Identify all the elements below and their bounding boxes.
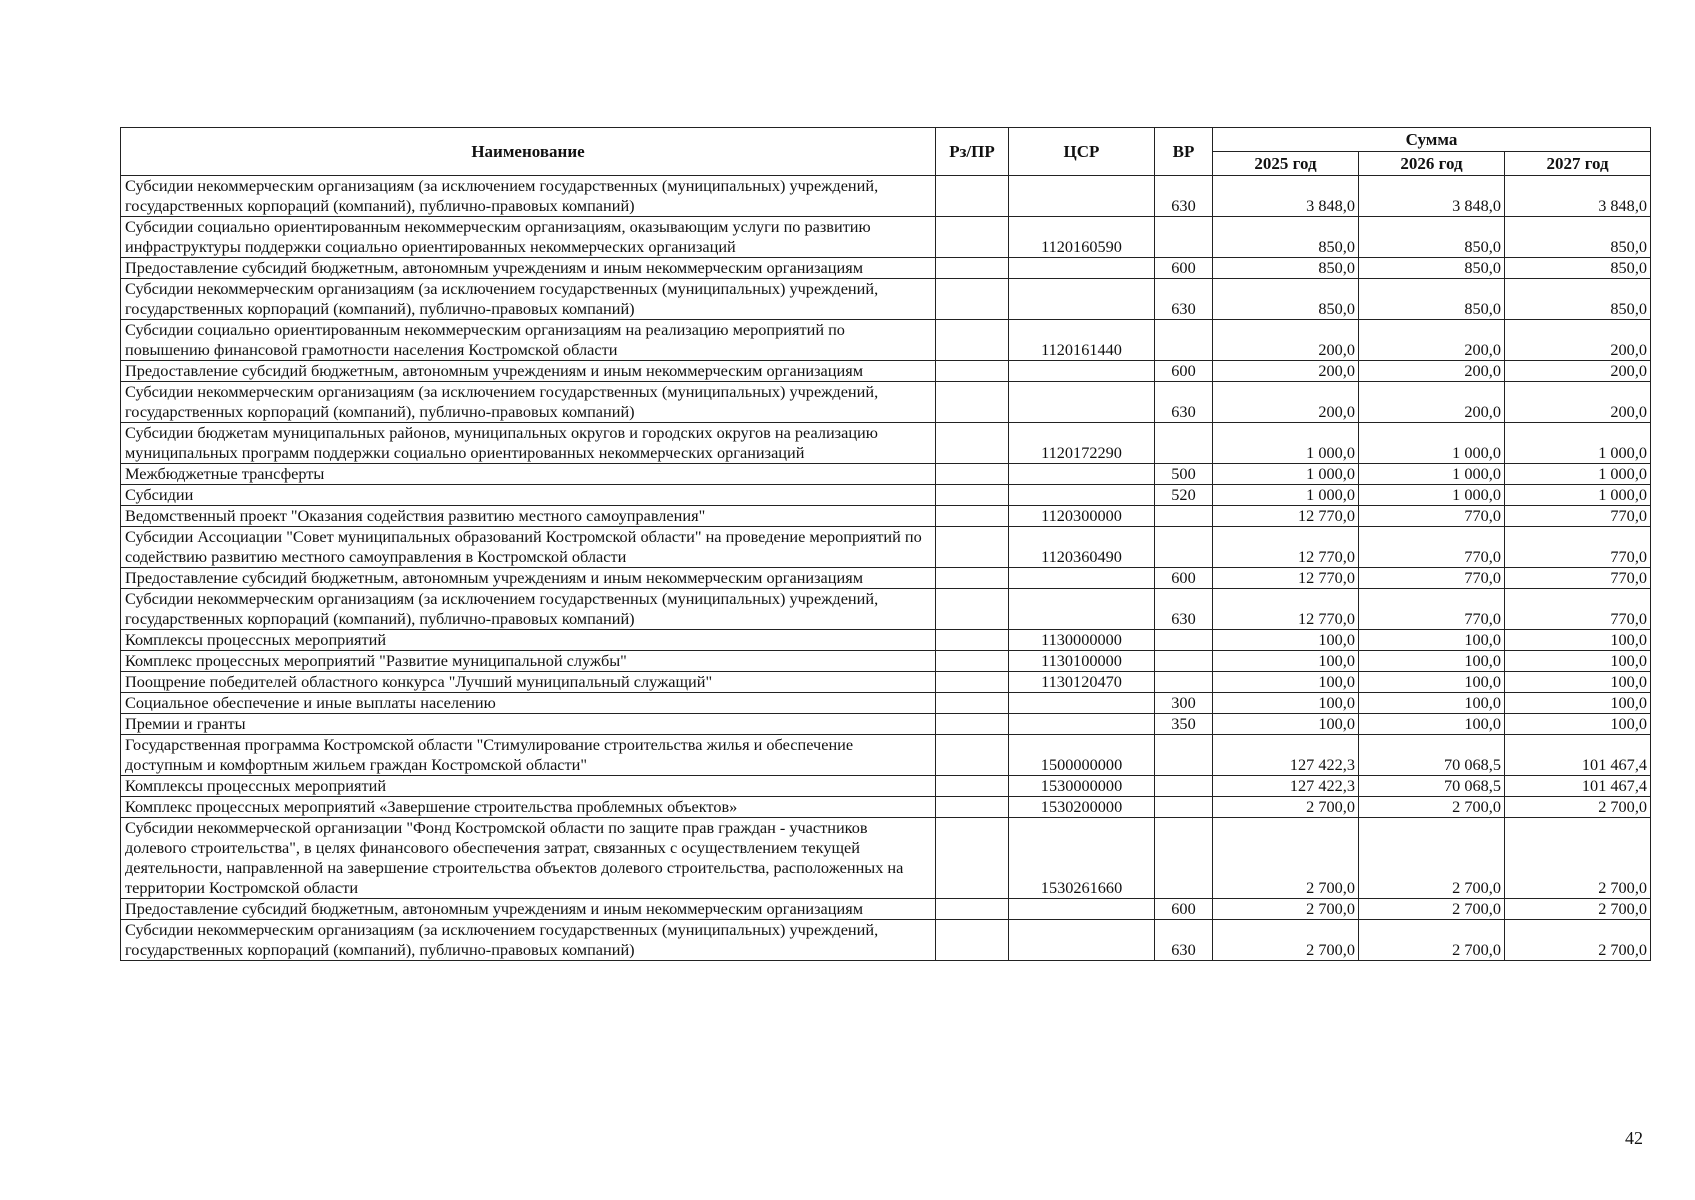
table-row — [121, 797, 1651, 818]
cell-2026: 200,0 — [1359, 382, 1505, 423]
cell-2027: 2 700,0 — [1505, 797, 1651, 818]
cell-name: Межбюджетные трансферты — [121, 464, 936, 485]
cell-name: Субсидии некоммерческим организациям (за исключением государственных (муниципальных) учреждений, государственных корпораций (компаний), публично-правовых компаний) — [121, 176, 936, 217]
cell-2026: 1 000,0 — [1359, 464, 1505, 485]
cell-name: Государственная программа Костромской области "Стимулирование строительства жилья и обеспечение доступным и комфортным жильем граждан Костромской области" — [121, 735, 936, 776]
cell-2025: 200,0 — [1213, 361, 1359, 382]
cell-name: Субсидии бюджетам муниципальных районов, муниципальных округов и городских округов на реализацию муниципальных программ поддержки социально ориентированных некоммерческих организаций — [121, 423, 936, 464]
cell-2027: 100,0 — [1505, 714, 1651, 735]
cell-2025: 127 422,3 — [1213, 776, 1359, 797]
cell-vr: 630 — [1155, 382, 1213, 423]
cell-vr — [1155, 651, 1213, 672]
cell-2026: 850,0 — [1359, 279, 1505, 320]
cell-csr: 1120161440 — [1009, 320, 1155, 361]
table-row — [121, 217, 1651, 258]
cell-name: Ведомственный проект "Оказания содействия развитию местного самоуправления" — [121, 506, 936, 527]
cell-2027: 3 848,0 — [1505, 176, 1651, 217]
cell-csr — [1009, 258, 1155, 279]
cell-rzpr — [936, 735, 1009, 776]
cell-2027: 200,0 — [1505, 320, 1651, 361]
cell-name: Предоставление субсидий бюджетным, автономным учреждениям и иным некоммерческим организациям — [121, 899, 936, 920]
cell-2026: 2 700,0 — [1359, 818, 1505, 899]
table-row — [121, 899, 1651, 920]
cell-vr — [1155, 320, 1213, 361]
cell-vr — [1155, 423, 1213, 464]
cell-2025: 2 700,0 — [1213, 899, 1359, 920]
cell-2027: 1 000,0 — [1505, 485, 1651, 506]
cell-name: Комплексы процессных мероприятий — [121, 630, 936, 651]
cell-2027: 770,0 — [1505, 506, 1651, 527]
cell-csr: 1120360490 — [1009, 527, 1155, 568]
cell-2027: 200,0 — [1505, 361, 1651, 382]
cell-name: Комплексы процессных мероприятий — [121, 776, 936, 797]
table-body — [121, 176, 1651, 961]
table-row — [121, 464, 1651, 485]
cell-csr: 1530200000 — [1009, 797, 1155, 818]
cell-2026: 70 068,5 — [1359, 776, 1505, 797]
cell-csr: 1130100000 — [1009, 651, 1155, 672]
cell-rzpr — [936, 423, 1009, 464]
cell-vr: 350 — [1155, 714, 1213, 735]
cell-name: Поощрение победителей областного конкурса "Лучший муниципальный служащий" — [121, 672, 936, 693]
cell-2025: 100,0 — [1213, 651, 1359, 672]
cell-csr — [1009, 589, 1155, 630]
cell-2025: 2 700,0 — [1213, 818, 1359, 899]
cell-name: Комплекс процессных мероприятий «Завершение строительства проблемных объектов» — [121, 797, 936, 818]
cell-csr — [1009, 279, 1155, 320]
cell-name: Социальное обеспечение и иные выплаты населению — [121, 693, 936, 714]
cell-vr: 600 — [1155, 258, 1213, 279]
cell-vr — [1155, 776, 1213, 797]
cell-2025: 12 770,0 — [1213, 589, 1359, 630]
cell-2026: 770,0 — [1359, 568, 1505, 589]
cell-2026: 100,0 — [1359, 630, 1505, 651]
header-2025: 2025 год — [1213, 152, 1359, 176]
cell-2026: 770,0 — [1359, 527, 1505, 568]
cell-rzpr — [936, 506, 1009, 527]
cell-2026: 200,0 — [1359, 320, 1505, 361]
cell-csr — [1009, 382, 1155, 423]
cell-vr — [1155, 672, 1213, 693]
cell-2025: 3 848,0 — [1213, 176, 1359, 217]
cell-2027: 100,0 — [1505, 630, 1651, 651]
cell-rzpr — [936, 568, 1009, 589]
cell-name: Субсидии — [121, 485, 936, 506]
cell-csr — [1009, 464, 1155, 485]
cell-name: Субсидии социально ориентированным некоммерческим организациям, оказывающим услуги по развитию инфраструктуры поддержки социально ориентированных некоммерческих организаций — [121, 217, 936, 258]
table-row — [121, 423, 1651, 464]
cell-vr: 630 — [1155, 589, 1213, 630]
cell-rzpr — [936, 464, 1009, 485]
cell-2026: 2 700,0 — [1359, 920, 1505, 961]
cell-2026: 100,0 — [1359, 672, 1505, 693]
table-row — [121, 589, 1651, 630]
table-row — [121, 672, 1651, 693]
cell-rzpr — [936, 651, 1009, 672]
cell-2025: 850,0 — [1213, 258, 1359, 279]
header-name: Наименование — [121, 128, 936, 176]
cell-name: Предоставление субсидий бюджетным, автономным учреждениям и иным некоммерческим организациям — [121, 361, 936, 382]
cell-name: Субсидии некоммерческим организациям (за исключением государственных (муниципальных) учреждений, государственных корпораций (компаний), публично-правовых компаний) — [121, 382, 936, 423]
cell-2026: 70 068,5 — [1359, 735, 1505, 776]
cell-2027: 100,0 — [1505, 672, 1651, 693]
cell-2026: 770,0 — [1359, 589, 1505, 630]
table-row — [121, 361, 1651, 382]
table-row — [121, 320, 1651, 361]
cell-rzpr — [936, 527, 1009, 568]
cell-rzpr — [936, 485, 1009, 506]
table-row — [121, 651, 1651, 672]
cell-csr: 1530261660 — [1009, 818, 1155, 899]
cell-vr: 630 — [1155, 279, 1213, 320]
cell-vr: 600 — [1155, 568, 1213, 589]
cell-csr — [1009, 485, 1155, 506]
cell-csr — [1009, 693, 1155, 714]
cell-rzpr — [936, 714, 1009, 735]
cell-csr: 1120172290 — [1009, 423, 1155, 464]
cell-rzpr — [936, 279, 1009, 320]
cell-name: Субсидии некоммерческой организации "Фонд Костромской области по защите прав граждан - участников долевого строительства", в целях финансового обеспечения затрат, связанных с осуществлением текущей деятельности, направленной на завершение строительства объектов долевого строительства, расположенных на территории Костромской области — [121, 818, 936, 899]
cell-csr — [1009, 920, 1155, 961]
budget-table — [120, 127, 1651, 961]
cell-vr: 520 — [1155, 485, 1213, 506]
header-sum: Сумма — [1213, 128, 1651, 152]
table-row — [121, 176, 1651, 217]
cell-vr — [1155, 735, 1213, 776]
table-row — [121, 527, 1651, 568]
cell-csr: 1120300000 — [1009, 506, 1155, 527]
cell-rzpr — [936, 818, 1009, 899]
cell-csr: 1120160590 — [1009, 217, 1155, 258]
header-2027: 2027 год — [1505, 152, 1651, 176]
header-2026: 2026 год — [1359, 152, 1505, 176]
cell-rzpr — [936, 672, 1009, 693]
cell-2027: 850,0 — [1505, 217, 1651, 258]
cell-csr — [1009, 568, 1155, 589]
cell-2027: 200,0 — [1505, 382, 1651, 423]
cell-2025: 2 700,0 — [1213, 797, 1359, 818]
cell-2027: 1 000,0 — [1505, 464, 1651, 485]
table-row — [121, 693, 1651, 714]
cell-2025: 100,0 — [1213, 693, 1359, 714]
cell-rzpr — [936, 589, 1009, 630]
table-row — [121, 568, 1651, 589]
table-header — [121, 128, 1651, 176]
cell-csr: 1530000000 — [1009, 776, 1155, 797]
cell-2025: 850,0 — [1213, 217, 1359, 258]
cell-rzpr — [936, 361, 1009, 382]
cell-2027: 101 467,4 — [1505, 735, 1651, 776]
cell-2026: 100,0 — [1359, 651, 1505, 672]
cell-2025: 100,0 — [1213, 630, 1359, 651]
cell-csr — [1009, 176, 1155, 217]
cell-rzpr — [936, 920, 1009, 961]
cell-name: Субсидии некоммерческим организациям (за исключением государственных (муниципальных) учреждений, государственных корпораций (компаний), публично-правовых компаний) — [121, 920, 936, 961]
cell-2026: 1 000,0 — [1359, 485, 1505, 506]
cell-2025: 12 770,0 — [1213, 506, 1359, 527]
cell-2025: 1 000,0 — [1213, 485, 1359, 506]
cell-name: Предоставление субсидий бюджетным, автономным учреждениям и иным некоммерческим организациям — [121, 568, 936, 589]
cell-2027: 850,0 — [1505, 258, 1651, 279]
cell-2027: 770,0 — [1505, 589, 1651, 630]
cell-vr — [1155, 506, 1213, 527]
cell-name: Предоставление субсидий бюджетным, автономным учреждениям и иным некоммерческим организациям — [121, 258, 936, 279]
cell-csr — [1009, 899, 1155, 920]
cell-name: Субсидии некоммерческим организациям (за исключением государственных (муниципальных) учреждений, государственных корпораций (компаний), публично-правовых компаний) — [121, 279, 936, 320]
cell-2025: 127 422,3 — [1213, 735, 1359, 776]
cell-vr: 630 — [1155, 176, 1213, 217]
cell-name: Комплекс процессных мероприятий "Развитие муниципальной службы" — [121, 651, 936, 672]
cell-rzpr — [936, 382, 1009, 423]
cell-vr: 600 — [1155, 899, 1213, 920]
table-row — [121, 920, 1651, 961]
cell-2026: 2 700,0 — [1359, 899, 1505, 920]
cell-name: Субсидии Ассоциации "Совет муниципальных образований Костромской области" на проведение мероприятий по содействию развитию местного самоуправления в Костромской области — [121, 527, 936, 568]
cell-2027: 770,0 — [1505, 527, 1651, 568]
cell-rzpr — [936, 258, 1009, 279]
cell-2025: 2 700,0 — [1213, 920, 1359, 961]
cell-2027: 850,0 — [1505, 279, 1651, 320]
table-row — [121, 279, 1651, 320]
page-number: 42 — [1625, 1128, 1643, 1148]
cell-2025: 12 770,0 — [1213, 527, 1359, 568]
cell-2027: 2 700,0 — [1505, 920, 1651, 961]
cell-vr — [1155, 630, 1213, 651]
cell-rzpr — [936, 776, 1009, 797]
table-row — [121, 506, 1651, 527]
table-row — [121, 735, 1651, 776]
cell-name: Премии и гранты — [121, 714, 936, 735]
cell-csr: 1130000000 — [1009, 630, 1155, 651]
cell-2027: 101 467,4 — [1505, 776, 1651, 797]
table-row — [121, 485, 1651, 506]
table-row — [121, 714, 1651, 735]
cell-2026: 850,0 — [1359, 258, 1505, 279]
cell-2026: 2 700,0 — [1359, 797, 1505, 818]
cell-vr — [1155, 797, 1213, 818]
cell-2025: 1 000,0 — [1213, 464, 1359, 485]
cell-2025: 100,0 — [1213, 672, 1359, 693]
cell-2026: 200,0 — [1359, 361, 1505, 382]
table-row — [121, 818, 1651, 899]
cell-2025: 850,0 — [1213, 279, 1359, 320]
cell-csr: 1500000000 — [1009, 735, 1155, 776]
table-row — [121, 630, 1651, 651]
cell-2027: 1 000,0 — [1505, 423, 1651, 464]
cell-csr: 1130120470 — [1009, 672, 1155, 693]
cell-2027: 2 700,0 — [1505, 818, 1651, 899]
cell-2027: 100,0 — [1505, 693, 1651, 714]
cell-vr: 300 — [1155, 693, 1213, 714]
header-csr: ЦСР — [1009, 128, 1155, 176]
cell-name: Субсидии социально ориентированным некоммерческим организациям на реализацию мероприятий по повышению финансовой грамотности населения Костромской области — [121, 320, 936, 361]
cell-rzpr — [936, 217, 1009, 258]
cell-2025: 200,0 — [1213, 320, 1359, 361]
cell-rzpr — [936, 797, 1009, 818]
cell-2027: 770,0 — [1505, 568, 1651, 589]
cell-vr — [1155, 818, 1213, 899]
table-row — [121, 776, 1651, 797]
header-rzpr: Рз/ПР — [936, 128, 1009, 176]
cell-2026: 770,0 — [1359, 506, 1505, 527]
cell-2027: 2 700,0 — [1505, 899, 1651, 920]
cell-rzpr — [936, 320, 1009, 361]
cell-rzpr — [936, 630, 1009, 651]
cell-2025: 1 000,0 — [1213, 423, 1359, 464]
cell-2026: 100,0 — [1359, 714, 1505, 735]
cell-2025: 200,0 — [1213, 382, 1359, 423]
cell-2026: 1 000,0 — [1359, 423, 1505, 464]
cell-2026: 850,0 — [1359, 217, 1505, 258]
cell-rzpr — [936, 899, 1009, 920]
cell-vr — [1155, 217, 1213, 258]
table-row — [121, 258, 1651, 279]
cell-vr — [1155, 527, 1213, 568]
cell-vr: 600 — [1155, 361, 1213, 382]
cell-rzpr — [936, 176, 1009, 217]
cell-csr — [1009, 361, 1155, 382]
cell-2025: 100,0 — [1213, 714, 1359, 735]
cell-vr: 630 — [1155, 920, 1213, 961]
cell-rzpr — [936, 693, 1009, 714]
cell-2027: 100,0 — [1505, 651, 1651, 672]
cell-2026: 3 848,0 — [1359, 176, 1505, 217]
header-vr: ВР — [1155, 128, 1213, 176]
table-row — [121, 382, 1651, 423]
cell-2026: 100,0 — [1359, 693, 1505, 714]
cell-name: Субсидии некоммерческим организациям (за исключением государственных (муниципальных) учреждений, государственных корпораций (компаний), публично-правовых компаний) — [121, 589, 936, 630]
cell-csr — [1009, 714, 1155, 735]
cell-2025: 12 770,0 — [1213, 568, 1359, 589]
cell-vr: 500 — [1155, 464, 1213, 485]
